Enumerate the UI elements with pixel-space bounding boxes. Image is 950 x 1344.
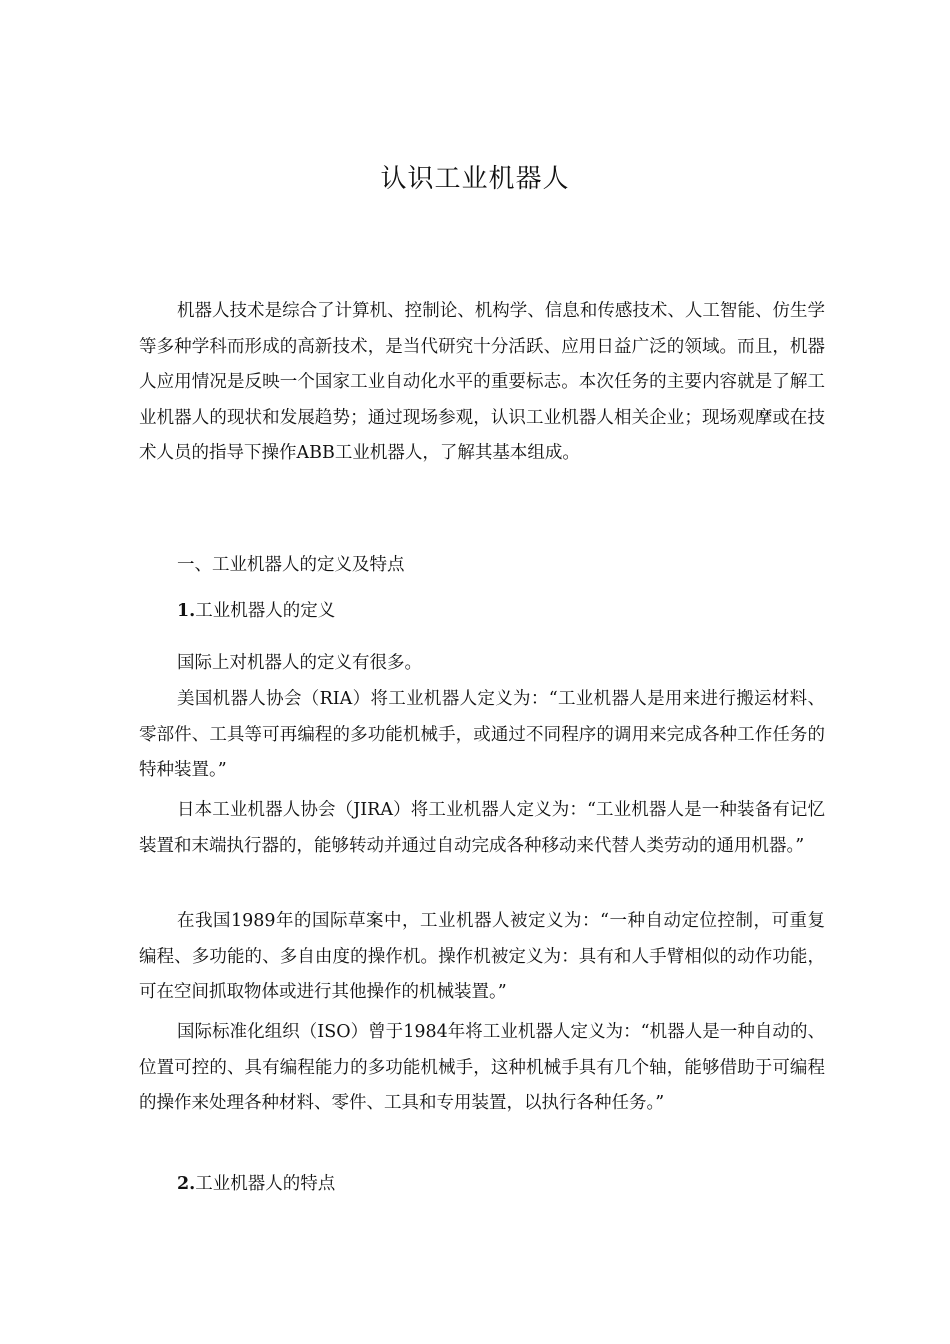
paragraph-jira-definition: 日本工业机器人协会（JIRA）将工业机器人定义为：“工业机器人是一种装备有记忆装置和末端执行器的，能够转动并通过自动完成各种移动来代替人类劳动的通用机器。” [139,800,825,856]
paragraph-china-definition: 在我国1989年的国际草案中，工业机器人被定义为：“一种自动定位控制，可重复编程、多功能的、多自由度的操作机。操作机被定义为：具有和人手臂相似的动作功能，可在空间抓取物体或进行其他操作的机械装置。” [139,911,825,1002]
subheading-definition [177,594,335,630]
subheading-text: 工业机器人的特点 [195,1174,336,1194]
subheading-number: 1. [177,601,196,621]
subheading-number: 2. [177,1174,196,1194]
intro-paragraph: 机器人技术是综合了计算机、控制论、机构学、信息和传感技术、人工智能、仿生学等多种学科而形成的高新技术，是当代研究十分活跃、应用日益广泛的领域。而且，机器人应用情况是反映一个国家工业自动化水平的重要标志。本次任务的主要内容就是了解工业机器人的现状和发展趋势；通过现场参观，认识工业机器人相关企业；现场观摩或在技术人员的指导下操作ABB工业机器人，了解其基本组成。 [139,301,825,463]
section-heading-definition-features: 一、工业机器人的定义及特点 [177,555,405,575]
subheading-features [177,1167,335,1203]
subheading-text: 工业机器人的定义 [195,601,336,621]
page-title: 认识工业机器人 [380,164,570,194]
paragraph-iso-definition: 国际标准化组织（ISO）曾于1984年将工业机器人定义为：“机器人是一种自动的、位置可控的、具有编程能力的多功能机械手，这种机械手具有几个轴，能够借助于可编程的操作来处理各种材料、零件、工具和专用装置，以执行各种任务。” [139,1022,825,1113]
paragraph-ria-definition: 美国机器人协会（RIA）将工业机器人定义为：“工业机器人是用来进行搬运材料、零部件、工具等可再编程的多功能机械手，或通过不同程序的调用来完成各种工作任务的特种装置。” [139,689,825,780]
paragraph-international-definitions: 国际上对机器人的定义有很多。 [177,653,422,673]
